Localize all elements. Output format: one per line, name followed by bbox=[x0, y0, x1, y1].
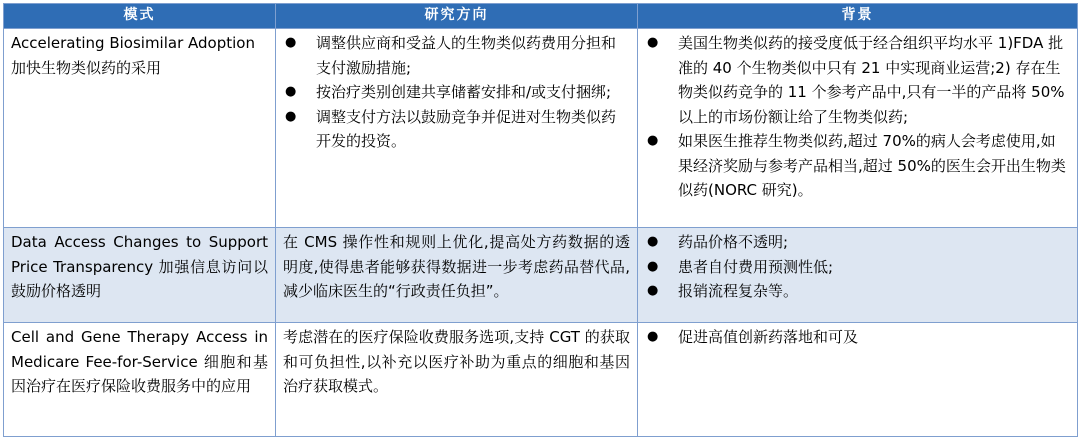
list-item: ● 如果医生推荐生物类似药,超过 70%的病人会考虑使用,如果经济奖励与参考产品相当,超过 50%的医生会开出生物类似药(NORC 研究)。 bbox=[645, 129, 1070, 203]
bullet-icon: ● bbox=[285, 84, 297, 99]
background-list bbox=[645, 230, 1070, 304]
list-item: ● 调整供应商和受益人的生物类似药费用分担和支付激励措施; bbox=[283, 31, 630, 80]
research-cell bbox=[276, 323, 638, 437]
model-name-zh: 细胞和基因治疗在医疗保险收费服务中的应用 bbox=[11, 352, 268, 395]
policy-models-table bbox=[3, 3, 1078, 437]
model-name-zh: 加强信息访问以鼓励价格透明 bbox=[11, 257, 268, 300]
background-list bbox=[645, 31, 1070, 203]
bullet-icon: ● bbox=[647, 283, 659, 298]
research-cell bbox=[276, 29, 638, 228]
table-row bbox=[4, 228, 1078, 323]
policy-table-container bbox=[3, 3, 1077, 441]
list-item: ● 美国生物类似药的接受度低于经合组织平均水平 1)FDA 批准的 40 个生物类似中只有 21 中实现商业运营;2) 存在生物类似药竞争的 11 个参考产品中,只有一半的产品将 50%以上的市场份额让给了生物类似药; bbox=[645, 31, 1070, 129]
table-header-row bbox=[4, 4, 1078, 29]
table-row bbox=[4, 323, 1078, 437]
background-cell bbox=[638, 228, 1078, 323]
table-row bbox=[4, 29, 1078, 228]
bullet-icon: ● bbox=[647, 35, 659, 50]
background-cell bbox=[638, 323, 1078, 437]
model-cell bbox=[4, 228, 276, 323]
model-name-zh: 加快生物类似药的采用 bbox=[11, 58, 162, 77]
header-research-direction: 研究方向 bbox=[276, 4, 638, 29]
research-cell bbox=[276, 228, 638, 323]
header-background: 背景 bbox=[638, 4, 1078, 29]
research-list bbox=[283, 31, 630, 154]
header-model: 模式 bbox=[4, 4, 276, 29]
background-list bbox=[645, 325, 1070, 350]
bullet-icon: ● bbox=[647, 133, 659, 148]
list-item: ● 患者自付费用预测性低; bbox=[645, 255, 1070, 280]
bullet-icon: ● bbox=[647, 234, 659, 249]
model-name-en: Accelerating Biosimilar Adoption bbox=[11, 34, 255, 52]
background-cell bbox=[638, 29, 1078, 228]
research-text: 考虑潜在的医疗保险收费服务选项,支持 CGT 的获取和可负担性,以补充以医疗补助为重点的细胞和基因治疗获取模式。 bbox=[283, 328, 630, 395]
model-cell bbox=[4, 323, 276, 437]
list-item: ● 促进高值创新药落地和可及 bbox=[645, 325, 1070, 350]
bullet-icon: ● bbox=[285, 108, 297, 124]
bullet-icon: ● bbox=[285, 35, 297, 50]
model-cell bbox=[4, 29, 276, 228]
research-text: 在 CMS 操作性和规则上优化,提高处方药数据的透明度,使得患者能够获得数据进一步考虑药品替代品,减少临床医生的“行政责任负担”。 bbox=[283, 233, 630, 300]
bullet-icon: ● bbox=[647, 258, 659, 274]
list-item: ● 药品价格不透明; bbox=[645, 230, 1070, 255]
list-item: ● 调整支付方法以鼓励竞争并促进对生物类似药开发的投资。 bbox=[283, 105, 630, 154]
list-item: ● 按治疗类别创建共享储蓄安排和/或支付捆绑; bbox=[283, 80, 630, 105]
bullet-icon: ● bbox=[647, 329, 659, 344]
model-name-en: Data Access Changes to Support Price Transparency bbox=[11, 233, 268, 276]
model-name-en: Cell and Gene Therapy Access in Medicare Fee-for-Service bbox=[11, 328, 268, 371]
list-item: ● 报销流程复杂等。 bbox=[645, 279, 1070, 304]
